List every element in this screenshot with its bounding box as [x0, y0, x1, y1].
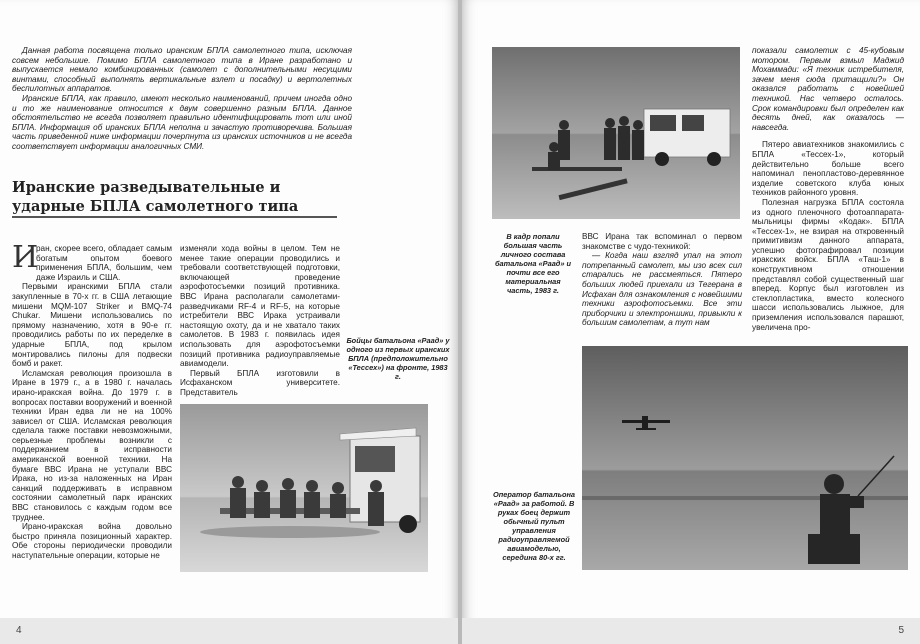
right-column-mid [582, 232, 742, 328]
intro-paragraph: Иранские БПЛА, как правило, имеют несколько наименований, причем иногда одно и то же наименование относится к двум совершенно разным БПЛА. Данное обстоятельство не всегда позволяет правильно идентифицировать тот или иной БПЛА. Информация об иранских БПЛА неполна и зачастую противоречива. Большая часть приведенной ниже информации почерпнута из иранских источников и не всегда соответствует информации аналогичных СМИ. [12, 93, 352, 151]
page-footer-left [0, 618, 458, 644]
body-paragraph: ВВС Ирана так вспоминал о первом знакомстве с чудо-техникой: [582, 232, 742, 251]
page-number: 4 [16, 625, 22, 636]
photo-battalion-with-van [492, 47, 740, 219]
body-paragraph: Ирано-иракская война довольно быстро приняла позиционный характер. Обе стороны периодически проводили наступательные операции, которые не [12, 522, 172, 560]
right-column-top [752, 46, 904, 332]
heading-rule [12, 216, 337, 218]
drop-cap: И [12, 240, 39, 275]
page-footer-right [462, 618, 920, 644]
left-page [0, 0, 458, 644]
body-paragraph: показали самолетик с 45-кубовым мотором. Первым взмыл Маджид Мохаммади: «Я техник истребителя, зачем меня сюда притащили?» Он оказался работать с новейшей техникой. Нас четверо осталось. Срок командировки был определен как десять дней, как оказалось — навсегда. [752, 46, 904, 132]
photo-caption: Бойцы батальона «Раад» у одного из первых иранских БПЛА (предположительно «Тессех») на фронте, 1983 г. [346, 336, 450, 381]
body-paragraph: Исламская революция произошла в Иране в 1979 г., а в 1980 г. началась ирано-иракская война. До 1979 г. в вопросах поставки вооружений и военной техники Иран едва ли не на 100% зависел от США. Исламская революция сделала также поставки невозможными, серьезные проблемы возникли с поддержанием в исправности американской военной техники. На бумаге ВВС Ирана не уступали ВВС Ирака, но из-за наложенных на Иран санкций поддерживать в исправном состоянии самолетный парк иранских ВВС становилось с каждым годом все труднее. [12, 368, 172, 522]
photo-uav-operator [582, 346, 908, 570]
body-paragraph: — Когда наш взгляд упал на этот потрепанный самолет, мы изо всех сил старались не рассмеяться. Пятеро больших людей приехали из Тегерана в Исфахан для ознакомления с новейшими техники аэрофотосъемки. Все эти приборчики и электроншики, привыкли к большим самолетам, а тут нам [582, 251, 742, 328]
photo-caption: Оператор батальона «Раад» за работой. В руках боец держит обычный пульт управления радиоуправляемой авиамоделью, середина 80-х гг. [492, 490, 576, 562]
photo-caption: В кадр попали большая часть личного состава батальона «Раад» и почти все его материальная часть, 1983 г. [494, 232, 572, 295]
left-column-1 [12, 240, 172, 561]
photo-uav-operator-icon [582, 346, 908, 570]
body-paragraph: Первый БПЛА изготовили в Исфаханском университете. Представитель [180, 368, 340, 397]
left-column-2 [180, 244, 340, 398]
body-paragraph: Первыми иранскими БПЛА стали закупленные в 70-х гг. в США летающие мишени MQM-107 Striker и BMQ-74 Chukar. Мишени использовались по прямому назначению, хотя в 90-е гг. проводились работы по их переделке в ударные БПЛА, под крылом монтировались пилоны для подвески бомб и ракет. [12, 282, 172, 369]
section-heading: Иранские разведывательные и ударные БПЛА самолетного типа [12, 179, 299, 215]
photo-soldiers-with-uav [180, 404, 428, 572]
body-paragraph: Полезная нагрузка БПЛА состояла из одного пленочного фотоаппарата-мыльницы фирмы «Кодак». БПЛА «Тессех-1», не взирая на откровенный примитивизм данного аппарата, успешно фотографировал позиции иракских войск. БПЛА «Таш-1» в конструктивном отношении представлял собой существенный шаг вперед. Корпус был изготовлен из стеклопластика, вместо колесного шасси использовались лыжное, для приземления использовался парашют, увеличена про- [752, 197, 904, 332]
body-paragraph: ран, скорее всего, обладает самым богатым опытом боевого применения БПЛА, большим, чем даже Израиль и США. [36, 244, 172, 282]
right-page [462, 0, 920, 644]
photo-battalion-with-van-icon [492, 47, 740, 219]
page-number: 5 [898, 625, 904, 636]
photo-soldiers-with-uav-icon [180, 404, 428, 572]
intro-paragraph: Данная работа посвящена только иранским БПЛА самолетного типа, исключая совсем небольшие. Помимо БПЛА самолетного типа в Иране разработано и выпускается немало комбинированных (самолет с дополнительными несущими винтами, способный выполнять вертикальные взлет и посадку) и вертолетных беспилотных аппаратов. [12, 46, 352, 94]
body-paragraph: Пятеро авиатехников знакомились с БПЛА «Тессех-1», который действительно больше всего напоминал пенопластово-деревянное изделие советского клуба юных техников районного уровня. [752, 140, 904, 198]
body-paragraph: изменяли хода войны в целом. Тем не менее такие операции проводились и требовали соответствующей подготовки, включающей проведение аэрофотосъемки позиций противника. ВВС Ирана располагали самолетами-разведчиками RF-4 и RF-5, на которые истребители ВВС Ирака устраивали настоящую охоту, да и не хватало таких самолетов. В 1983 г. появилась идея использовать для аэрофотосъемки позиций противника радиоуправляемые авиамодели. [180, 244, 340, 369]
intro-text [12, 46, 352, 152]
